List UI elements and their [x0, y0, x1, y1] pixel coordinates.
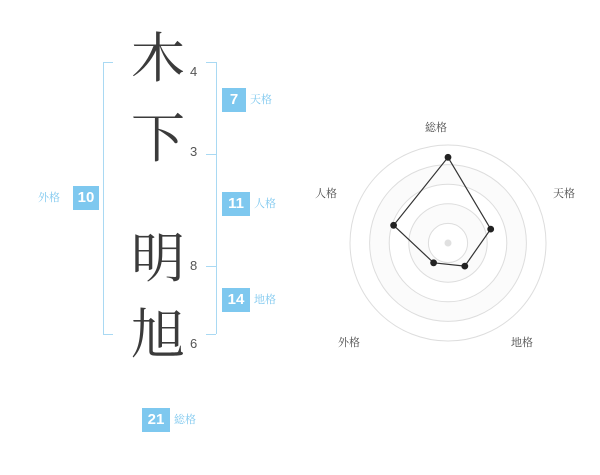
chikaku-bracket-bottom [206, 334, 216, 335]
tenkaku-bracket-bottom [206, 154, 216, 155]
axis-label-gaikaku: 外格 [338, 336, 360, 349]
outer-bracket-vertical [103, 62, 104, 334]
soukaku-label: 総格 [174, 413, 196, 426]
chikaku-label: 地格 [254, 293, 276, 306]
jinkaku-value-chip: 11 [222, 192, 250, 216]
jinkaku-bracket-bottom [206, 266, 216, 267]
axis-label-tenkaku: 天格 [553, 187, 575, 200]
tenkaku-bracket-top [206, 62, 216, 63]
tenkaku-bracket-vertical [216, 62, 217, 154]
axis-label-jinkaku: 人格 [315, 187, 337, 200]
chikaku-bracket-vertical [216, 266, 217, 334]
name-kakusu-panel [0, 0, 300, 470]
tenkaku-value-chip: 7 [222, 88, 246, 112]
outer-bracket-top [103, 62, 113, 63]
outer-label: 外格 [38, 191, 60, 204]
outer-bracket-bottom [103, 334, 113, 335]
kanji-char-3: 明 [131, 227, 185, 290]
kanji-char-4: 旭 [131, 303, 185, 366]
kanji-strokes-1: 4 [190, 64, 198, 79]
kanji-char-2: 下 [131, 107, 185, 170]
outer-value-chip: 10 [73, 186, 99, 210]
jinkaku-bracket-vertical [216, 154, 217, 266]
kanji-strokes-3: 8 [190, 258, 198, 273]
kanji-strokes-4: 6 [190, 336, 198, 351]
jinkaku-label: 人格 [254, 197, 276, 210]
radar-chart-panel [300, 0, 600, 470]
soukaku-value-chip: 21 [142, 408, 170, 432]
kanji-char-1: 木 [131, 27, 185, 90]
axis-label-chikaku: 地格 [511, 336, 533, 349]
chikaku-value-chip: 14 [222, 288, 250, 312]
radar-chart-svg [300, 0, 600, 470]
tenkaku-label: 天格 [250, 93, 272, 106]
kanji-strokes-2: 3 [190, 144, 198, 159]
axis-label-soukaku: 総格 [425, 121, 447, 134]
